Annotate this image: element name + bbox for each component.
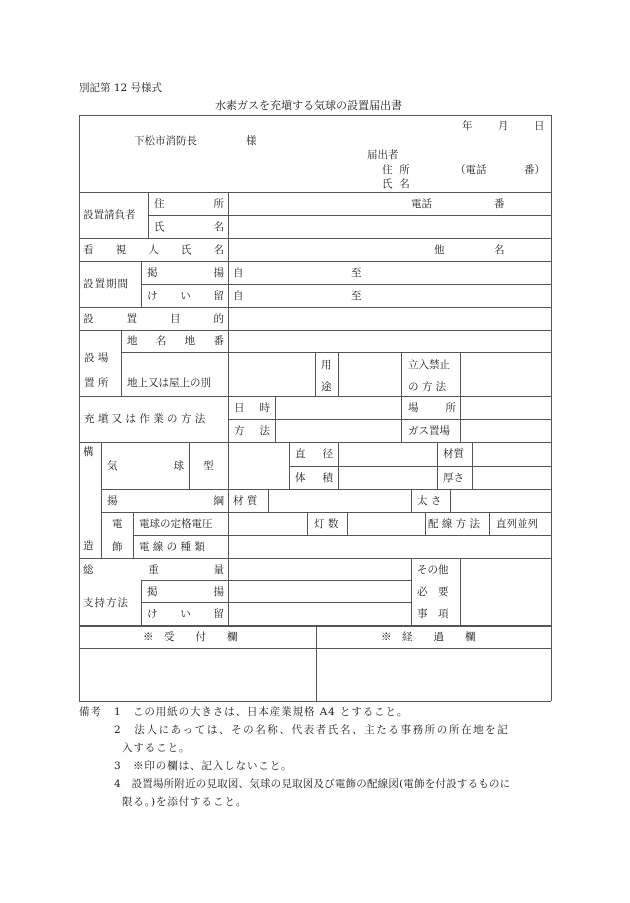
progress-header: ※ 経 過 欄 xyxy=(381,631,476,643)
watcher-others-suffix: 名 xyxy=(494,244,505,256)
note-item: 4 設置場所附近の見取図、気球の見取図及び電飾の配線図(電飾を付設するものに xyxy=(114,778,511,790)
label-char: 住 xyxy=(154,198,165,210)
total-weight-label xyxy=(83,564,224,576)
label-char: け xyxy=(147,608,158,620)
label-char: 揚 xyxy=(107,495,118,507)
wire-type-label: 電 線 の 種 類 xyxy=(139,541,205,553)
label-char: 氏 xyxy=(154,221,165,233)
label-char: 場 xyxy=(408,402,419,414)
note-item: 2 法人にあっては、その名称、代表者氏名、主たる事務所の所在地を記 xyxy=(114,724,510,736)
date-year: 年 xyxy=(462,120,473,132)
label-char: 留 xyxy=(213,608,224,620)
balloon-label xyxy=(107,460,184,472)
contractor-phone-label: 電話 xyxy=(411,198,432,210)
purpose-label xyxy=(83,313,224,325)
label-char: い xyxy=(180,608,191,620)
contractor-address-field[interactable] xyxy=(229,193,399,214)
label-char: 的 xyxy=(213,313,224,325)
label-char: 所 xyxy=(213,198,224,210)
tether-label xyxy=(107,495,224,507)
label-char: 日 xyxy=(234,402,245,414)
label-char: 球 xyxy=(173,460,184,472)
notifier-phone-close: 番） xyxy=(524,164,545,176)
label-char: 留 xyxy=(213,290,224,302)
usage-label-top: 用 xyxy=(321,359,332,371)
structure-label-top: 構 xyxy=(83,446,94,458)
other-label-2: 必 要 xyxy=(417,586,449,598)
diameter-label xyxy=(295,448,333,460)
label-char: 地 xyxy=(184,335,196,347)
label-char: 名 xyxy=(213,221,224,233)
notifier-address-label xyxy=(382,164,410,176)
date-month: 月 xyxy=(498,120,509,132)
lamp-count-label: 灯 数 xyxy=(314,518,339,530)
label-char: 揚 xyxy=(213,586,224,598)
contractor-name-field[interactable] xyxy=(229,216,550,237)
lights-label-bottom: 飾 xyxy=(112,541,123,553)
contractor-phone-field[interactable] xyxy=(432,193,492,214)
label-char: 径 xyxy=(322,448,333,460)
lot-field[interactable] xyxy=(229,331,550,351)
other-label-3: 事 項 xyxy=(417,608,449,620)
label-char: 氏 xyxy=(180,244,192,256)
filling-method-label: 充 塡 又 は 作 業 の 方 法 xyxy=(84,413,206,425)
label-char: 重 xyxy=(148,564,159,576)
label-char: 視 xyxy=(115,244,127,256)
contractor-phone-suffix: 番 xyxy=(494,198,505,210)
balloon-type-label: 型 xyxy=(203,460,214,472)
tether-thickness-label: 太 さ xyxy=(417,495,442,507)
structure-label-bottom: 造 xyxy=(83,540,94,552)
label-char: 氏 xyxy=(382,178,393,190)
label-char: 総 xyxy=(83,564,94,576)
label-char: 名 xyxy=(213,244,224,256)
label-char: 気 xyxy=(107,460,118,472)
watcher-name-field[interactable] xyxy=(229,239,429,260)
note-item: 1 この用紙の大きさは、日本産業規格 A4 とすること。 xyxy=(114,706,409,718)
label-char: 掲 xyxy=(147,586,158,598)
label-char: 名 xyxy=(155,335,167,347)
usage-label-bottom: 途 xyxy=(321,381,332,393)
label-char: い xyxy=(180,290,191,302)
date-day: 日 xyxy=(534,120,545,132)
tether-material-label: 材 質 xyxy=(233,495,258,507)
notifier-phone-open: （電話 xyxy=(455,164,487,176)
label-char: 番 xyxy=(213,335,224,347)
no-entry-label-bottom: の 方 法 xyxy=(408,381,447,393)
volume-label xyxy=(295,472,333,484)
lot-label xyxy=(127,335,224,347)
wiring-option[interactable]: 直列並列 xyxy=(496,518,538,530)
raise-to-label: 至 xyxy=(351,267,362,279)
location-label-bottom: 置 所 xyxy=(84,377,109,389)
reception-header: ※ 受 付 欄 xyxy=(143,631,238,643)
label-char: 揚 xyxy=(213,267,224,279)
support-moor-label xyxy=(147,608,224,620)
place-label xyxy=(408,402,456,414)
note-item: 入すること。 xyxy=(122,742,191,754)
no-entry-label-top: 立入禁止 xyxy=(408,359,450,371)
label-char: 看 xyxy=(83,244,94,256)
bulb-voltage-label: 電球の定格電圧 xyxy=(139,518,213,530)
label-char: 体 xyxy=(295,472,306,484)
label-char: 量 xyxy=(213,564,224,576)
datetime-label xyxy=(234,402,270,414)
moor-to-label: 至 xyxy=(351,290,362,302)
label-char: 名 xyxy=(399,178,410,190)
support-method-label: 支持方法 xyxy=(83,597,129,609)
period-label: 設置期間 xyxy=(83,278,129,290)
label-char: 人 xyxy=(148,244,159,256)
label-char: 法 xyxy=(259,425,270,437)
watcher-label xyxy=(83,244,224,256)
contractor-address-label xyxy=(154,198,224,210)
label-char: 時 xyxy=(259,402,270,414)
purpose-field[interactable] xyxy=(229,308,550,329)
label-char: 積 xyxy=(322,472,333,484)
moor-label xyxy=(147,290,224,302)
label-char: 掲 xyxy=(147,267,158,279)
label-char: け xyxy=(147,290,158,302)
support-raise-label xyxy=(147,586,224,598)
watcher-others-label: 他 xyxy=(434,244,445,256)
label-char: 住 xyxy=(382,164,393,176)
raise-from-label: 自 xyxy=(233,267,244,279)
notifier-label: 届出者 xyxy=(367,149,399,161)
gas-storage-label: ガス置場 xyxy=(408,425,450,437)
label-char: 地 xyxy=(127,335,138,347)
other-label-1: その他 xyxy=(417,564,449,576)
label-char: 置 xyxy=(126,313,137,325)
honorific: 様 xyxy=(246,135,257,147)
wiring-method-label: 配 線 方 法 xyxy=(428,518,481,530)
lights-label-top: 電 xyxy=(112,518,123,530)
notifier-name-label xyxy=(382,178,410,190)
ground-or-roof-label: 地上又は屋上の別 xyxy=(127,377,211,389)
label-char: 方 xyxy=(234,425,245,437)
balloon-thickness-label: 厚さ xyxy=(443,472,464,484)
form-number: 別記第 12 号様式 xyxy=(79,82,163,94)
contractor-name-label xyxy=(154,221,224,233)
addressee: 下松市消防長 xyxy=(134,135,197,147)
label-char: 設 xyxy=(83,313,94,325)
form-title: 水素ガスを充塡する気球の設置届出書 xyxy=(215,99,402,112)
label-char: 所 xyxy=(399,164,410,176)
method-label xyxy=(234,425,270,437)
label-char: 所 xyxy=(445,402,456,414)
raise-label xyxy=(147,267,224,279)
contractor-label: 設置請負者 xyxy=(83,209,136,221)
label-char: 直 xyxy=(295,448,306,460)
balloon-material-label: 材質 xyxy=(443,448,464,460)
label-char: 目 xyxy=(170,313,181,325)
note-item: 限る。)を添付すること。 xyxy=(122,796,248,808)
location-label-top: 設 場 xyxy=(84,352,109,364)
moor-from-label: 自 xyxy=(233,290,244,302)
label-char: 綱 xyxy=(213,495,224,507)
notes-label: 備考 xyxy=(79,706,102,718)
note-item: 3 ※印の欄は、記入しないこと。 xyxy=(114,760,293,772)
